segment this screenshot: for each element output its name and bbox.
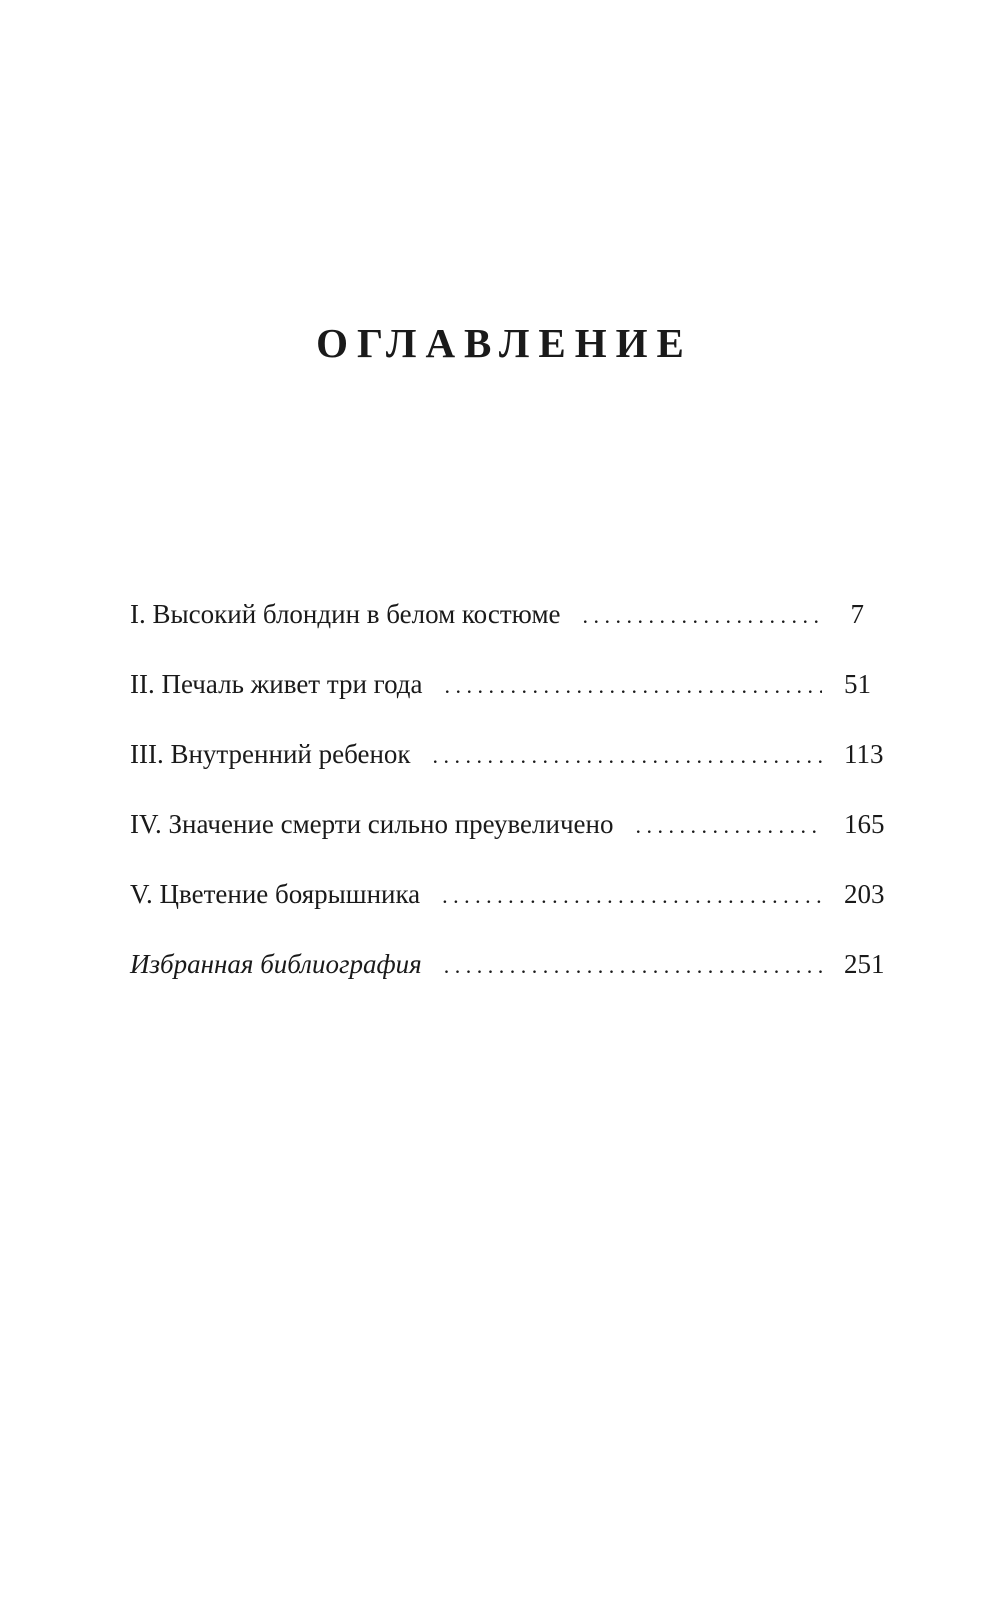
page-title: ОГЛАВЛЕНИЕ — [316, 320, 693, 366]
toc-entry-label: III. Внутренний ребенок — [130, 739, 411, 769]
toc-entry[interactable] — [130, 878, 885, 948]
toc-entry-page: 113 — [844, 739, 884, 769]
toc-entry-label: V. Цветение боярышника — [130, 879, 421, 909]
dot-leader — [635, 810, 822, 842]
toc-entry-label: IV. Значение смерти сильно преувеличено — [130, 809, 614, 839]
toc-entry-page: 7 — [850, 599, 864, 629]
dot-leader — [445, 670, 822, 702]
dot-leader — [442, 880, 822, 912]
toc-entry[interactable] — [130, 808, 885, 878]
toc-entry-page: 165 — [844, 809, 885, 839]
toc-entry[interactable] — [130, 598, 864, 668]
toc-entry-label: I. Высокий блондин в белом костюме — [130, 599, 561, 629]
dot-leader — [433, 740, 822, 772]
toc-entry-bibliography[interactable] — [130, 948, 885, 1018]
table-of-contents — [130, 598, 885, 1018]
dot-leader — [583, 600, 822, 632]
toc-entry-page: 251 — [844, 949, 885, 979]
toc-entry-page: 51 — [844, 669, 871, 699]
dot-leader — [444, 950, 822, 982]
toc-entry-label: Избранная библиография — [130, 949, 422, 979]
toc-entry-label: II. Печаль живет три года — [130, 669, 423, 699]
toc-entry-page: 203 — [844, 879, 885, 909]
toc-entry[interactable] — [130, 738, 884, 808]
toc-entry[interactable] — [130, 668, 871, 738]
